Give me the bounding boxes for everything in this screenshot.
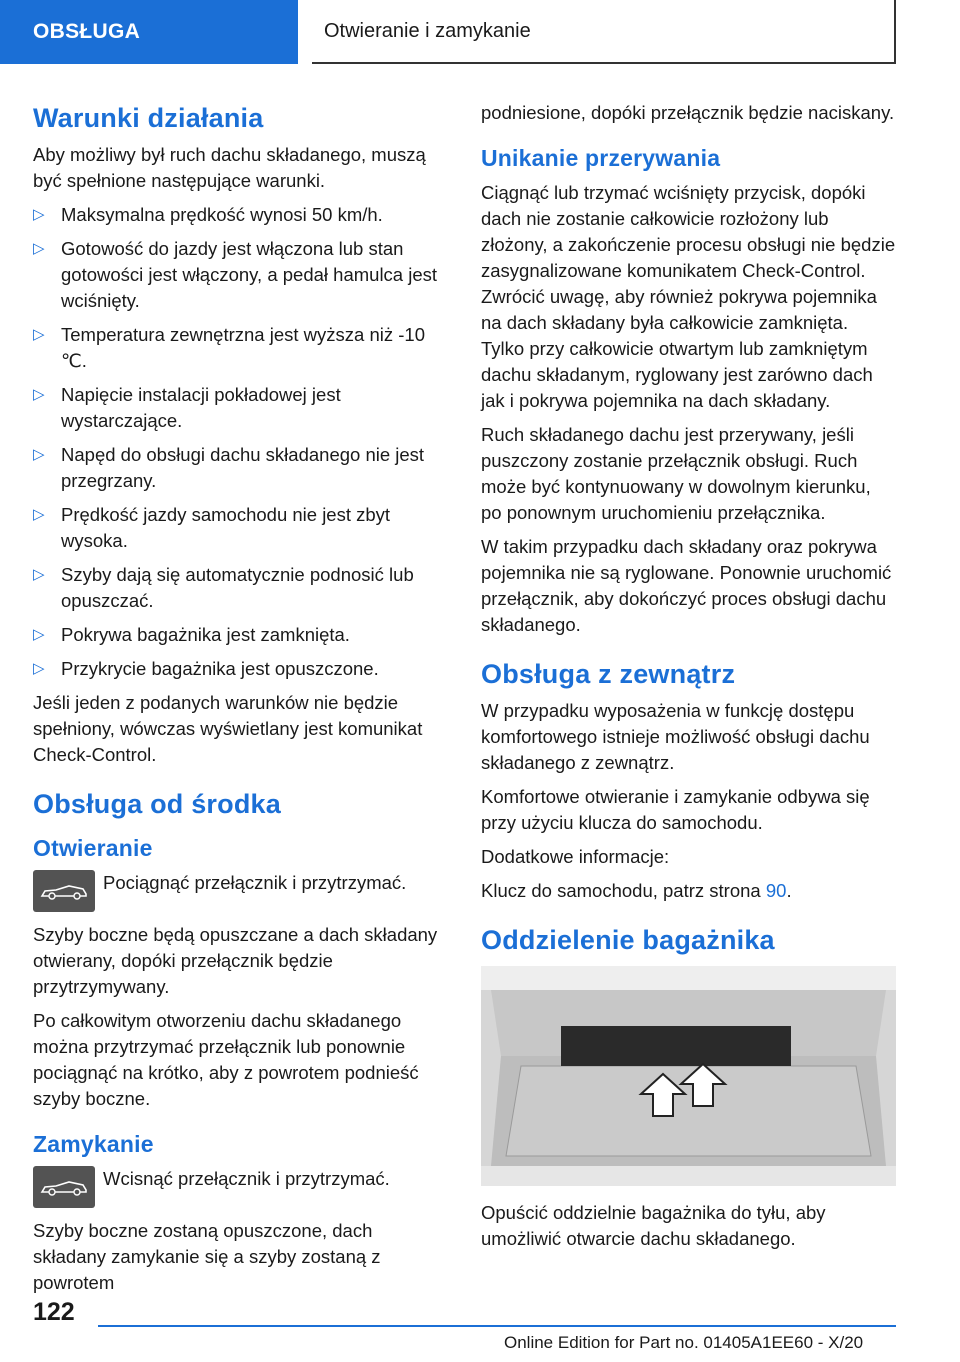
list-item: ▷ Przykrycie bagażnika jest opuszczone. (33, 656, 448, 682)
list-item: ▷ Temperatura zewnętrzna jest wyższa niż -10 ℃. (33, 324, 425, 371)
paragraph-open-2: Po całkowitym otworzeniu dachu składanego można przytrzymać przełącznik lub ponownie pociągnąć na krótko, aby z powrotem podnieść szyby boczne. (33, 1010, 419, 1109)
list-item: ▷ Gotowość do jazdy jest włączona lub stan gotowości jest włączony, a pedał hamulca jest wciśnięty. (33, 238, 438, 311)
conditions-list (33, 202, 448, 682)
list-item: ▷ Pokrywa bagażnika jest zamknięta. (33, 622, 448, 648)
chapter-title-text: Otwieranie i zamykanie (324, 19, 531, 42)
triangle-bullet-icon: ▷ (33, 566, 45, 583)
heading-outside: Obsługa z zewnątrz (481, 659, 736, 689)
close-instruction: Wcisnąć przełącznik i przytrzymać. (103, 1168, 390, 1189)
open-instruction-row (33, 870, 448, 912)
list-item: ▷ Prędkość jazdy samochodu nie jest zbyt wysoka. (33, 504, 391, 551)
heading-interrupt: Unikanie przerywania (481, 145, 721, 171)
page-number: 122 (33, 1298, 75, 1326)
paragraph-intro: Aby możliwy był ruch dachu składanego, muszą być spełnione następujące warunki. (33, 144, 426, 191)
triangle-bullet-icon: ▷ (33, 660, 45, 677)
triangle-bullet-icon: ▷ (33, 326, 45, 343)
convertible-switch-icon (33, 870, 95, 912)
edition-note: Online Edition for Part no. 01405A1EE60 - X/20 (504, 1333, 864, 1352)
triangle-bullet-icon: ▷ (33, 506, 45, 523)
convertible-switch-icon (33, 1166, 95, 1208)
list-item: ▷ Napęd do obsługi dachu składanego nie jest przegrzany. (33, 444, 425, 491)
page-link[interactable]: 90 (765, 880, 787, 901)
section-tab (0, 0, 298, 64)
heading-open: Otwieranie (33, 835, 153, 861)
chapter-title (312, 0, 896, 64)
paragraph-outside-1: W przypadku wyposażenia w funkcję dostępu komfortowego istnieje możliwość obsługi dachu składanego z zewnątrz. (481, 700, 870, 773)
list-item: ▷ Szyby dają się automatycznie podnosić lub opuszczać. (33, 564, 414, 611)
heading-warunki: Warunki działania (33, 103, 264, 133)
heading-close: Zamykanie (33, 1131, 154, 1157)
paragraph-interrupt-1: Ciągnąć lub trzymać wciśnięty przycisk, dopóki dach nie zostanie całkowicie rozłożony lub złożony, a zakończenie procesu obsługi nie będzie zasygnalizowane komunikatem Check-Control. Zwrócić uwagę, aby również pokrywa pojemnika na dach składany była całkowicie zamknięta. Tylko przy całkowicie otwartym lub zamkniętym dachu składanym, ryglowany jest zarówno dach jak i pokrywa pojemnika na dach składany. (481, 182, 896, 411)
list-item: ▷ Maksymalna prędkość wynosi 50 km/h. (33, 202, 448, 228)
paragraph-divider: Opuścić oddzielnie bagażnika do tyłu, aby umożliwić otwarcie dachu składanego. (481, 1202, 826, 1249)
triangle-bullet-icon: ▷ (33, 206, 45, 223)
close-instruction-row (33, 1166, 448, 1208)
heading-divider: Oddzielenie bagażnika (481, 925, 775, 955)
heading-inside: Obsługa od środka (33, 789, 281, 819)
paragraph-outside-3: Dodatkowe informacje: (481, 846, 670, 867)
paragraph-not-met: Jeśli jeden z podanych warunków nie będzie spełniony, wówczas wyświetlany jest komunikat Check-Control. (33, 692, 423, 765)
paragraph-outside-4: Klucz do samochodu, patrz strona 90. (481, 880, 792, 901)
footer-divider (98, 1325, 896, 1327)
paragraph-interrupt-2: Ruch składanego dachu jest przerywany, jeśli puszczony zostanie przełącznik obsługi. Ruch może być kontynuowany w dowolnym kierunku, po ponownym uruchomieniu przełącznika. (481, 424, 871, 523)
paragraph-outside-2: Komfortowe otwieranie i zamykanie odbywa się przy użyciu klucza do samochodu. (481, 786, 870, 833)
paragraph-interrupt-3: W takim przypadku dach składany oraz pokrywa pojemnika nie są ryglowane. Ponownie uruchomić przełącznik, aby dokończyć proces obsługi dachu składanego. (481, 536, 892, 635)
trunk-divider-image (481, 966, 896, 1186)
triangle-bullet-icon: ▷ (33, 626, 45, 643)
open-instruction: Pociągnąć przełącznik i przytrzymać. (103, 872, 407, 893)
triangle-bullet-icon: ▷ (33, 446, 45, 463)
paragraph-open-1: Szyby boczne będą opuszczane a dach składany otwierany, dopóki przełącznik będzie przytrzymywany. (33, 924, 438, 997)
section-label: OBSŁUGA (33, 20, 141, 43)
list-item: ▷ Napięcie instalacji pokładowej jest wystarczające. (33, 384, 341, 431)
paragraph-close-1: Szyby boczne zostaną opuszczone, dach składany zamykanie się a szyby zostaną z powrotem (33, 1220, 381, 1293)
right-column (481, 100, 896, 1260)
triangle-bullet-icon: ▷ (33, 386, 45, 403)
paragraph-continued: podniesione, dopóki przełącznik będzie naciskany. (481, 102, 895, 123)
triangle-bullet-icon: ▷ (33, 240, 45, 257)
left-column (33, 100, 448, 1304)
